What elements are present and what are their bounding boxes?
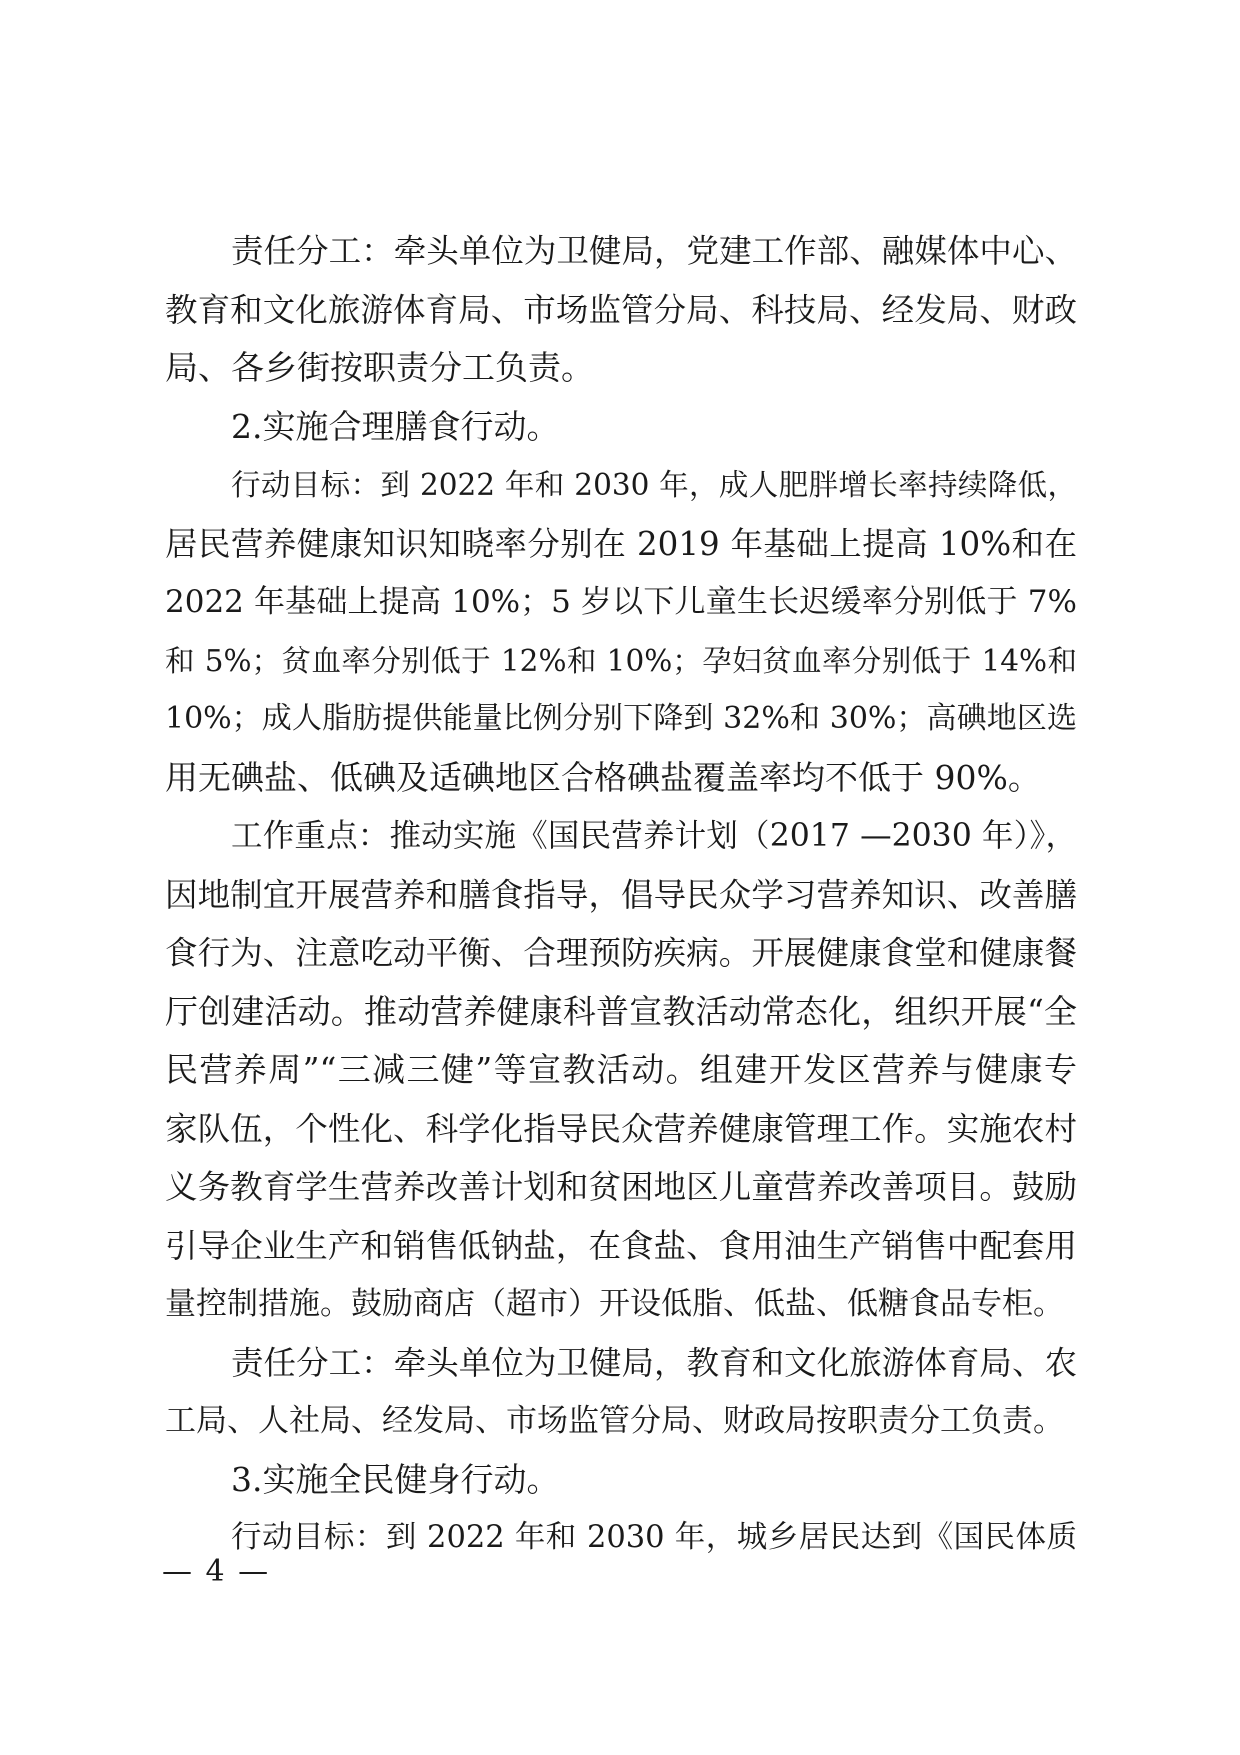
text-line: 用无碘盐、低碘及适碘地区合格碘盐覆盖率均不低于 90%。 [165, 757, 1041, 797]
text-line: 责任分工：牵头单位为卫健局，教育和文化旅游体育局、农 [231, 1343, 1077, 1382]
text-line: 量控制措施。鼓励商店（超市）开设低脂、低盐、低糖食品专柜。 [165, 1286, 1064, 1322]
document-body [165, 222, 1077, 1568]
text-line: 10%；成人脂肪提供能量比例分别下降到 32%和 30%；高碘地区选 [165, 701, 1077, 736]
text-line: 责任分工：牵头单位为卫健局，党建工作部、融媒体中心、 [231, 232, 1077, 270]
text-line: 和 5%；贫血率分别低于 12%和 10%；孕妇贫血率分别低于 14%和 [165, 643, 1077, 678]
page-number: — 4 — [162, 1554, 271, 1589]
text-line: 居民营养健康知识知晓率分别在 2019 年基础上提高 10%和在 [165, 524, 1077, 563]
text-line: 食行为、注意吃动平衡、合理预防疾病。开展健康食堂和健康餐 [165, 934, 1077, 972]
text-line: 义务教育学生营养改善计划和贫困地区儿童营养改善项目。鼓励 [165, 1168, 1077, 1206]
text-line: 厅创建活动。推动营养健康科普宣教活动常态化，组织开展“全 [165, 991, 1077, 1031]
text-line: 局、各乡街按职责分工负责。 [165, 348, 594, 387]
text-line: 工作重点：推动实施《国民营养计划（2017 —2030 年）》， [231, 818, 1077, 854]
section-heading: 3.实施全民健身行动。 [231, 1459, 560, 1499]
text-line: 2022 年基础上提高 10%；5 岁以下儿童生长迟缓率分别低于 7% [165, 584, 1077, 620]
text-line: 行动目标：到 2022 年和 2030 年，城乡居民达到《国民体质 [231, 1520, 1077, 1555]
text-line: 引导企业生产和销售低钠盐，在食盐、食用油生产销售中配套用 [165, 1226, 1077, 1265]
text-line: 行动目标：到 2022 年和 2030 年，成人肥胖增长率持续降低， [231, 468, 1077, 502]
text-line: 家队伍，个性化、科学化指导民众营养健康管理工作。实施农村 [165, 1109, 1077, 1148]
text-line: 教育和文化旅游体育局、市场监管分局、科技局、经发局、财政 [165, 290, 1077, 329]
text-line: 工局、人社局、经发局、市场监管分局、财政局按职责分工负责。 [165, 1403, 1064, 1439]
text-line: 因地制宜开展营养和膳食指导，倡导民众学习营养知识、改善膳 [165, 875, 1077, 914]
section-heading: 2.实施合理膳食行动。 [231, 406, 560, 446]
text-line: 民营养周”“三减三健”等宣教活动。组建开发区营养与健康专 [165, 1050, 1077, 1089]
